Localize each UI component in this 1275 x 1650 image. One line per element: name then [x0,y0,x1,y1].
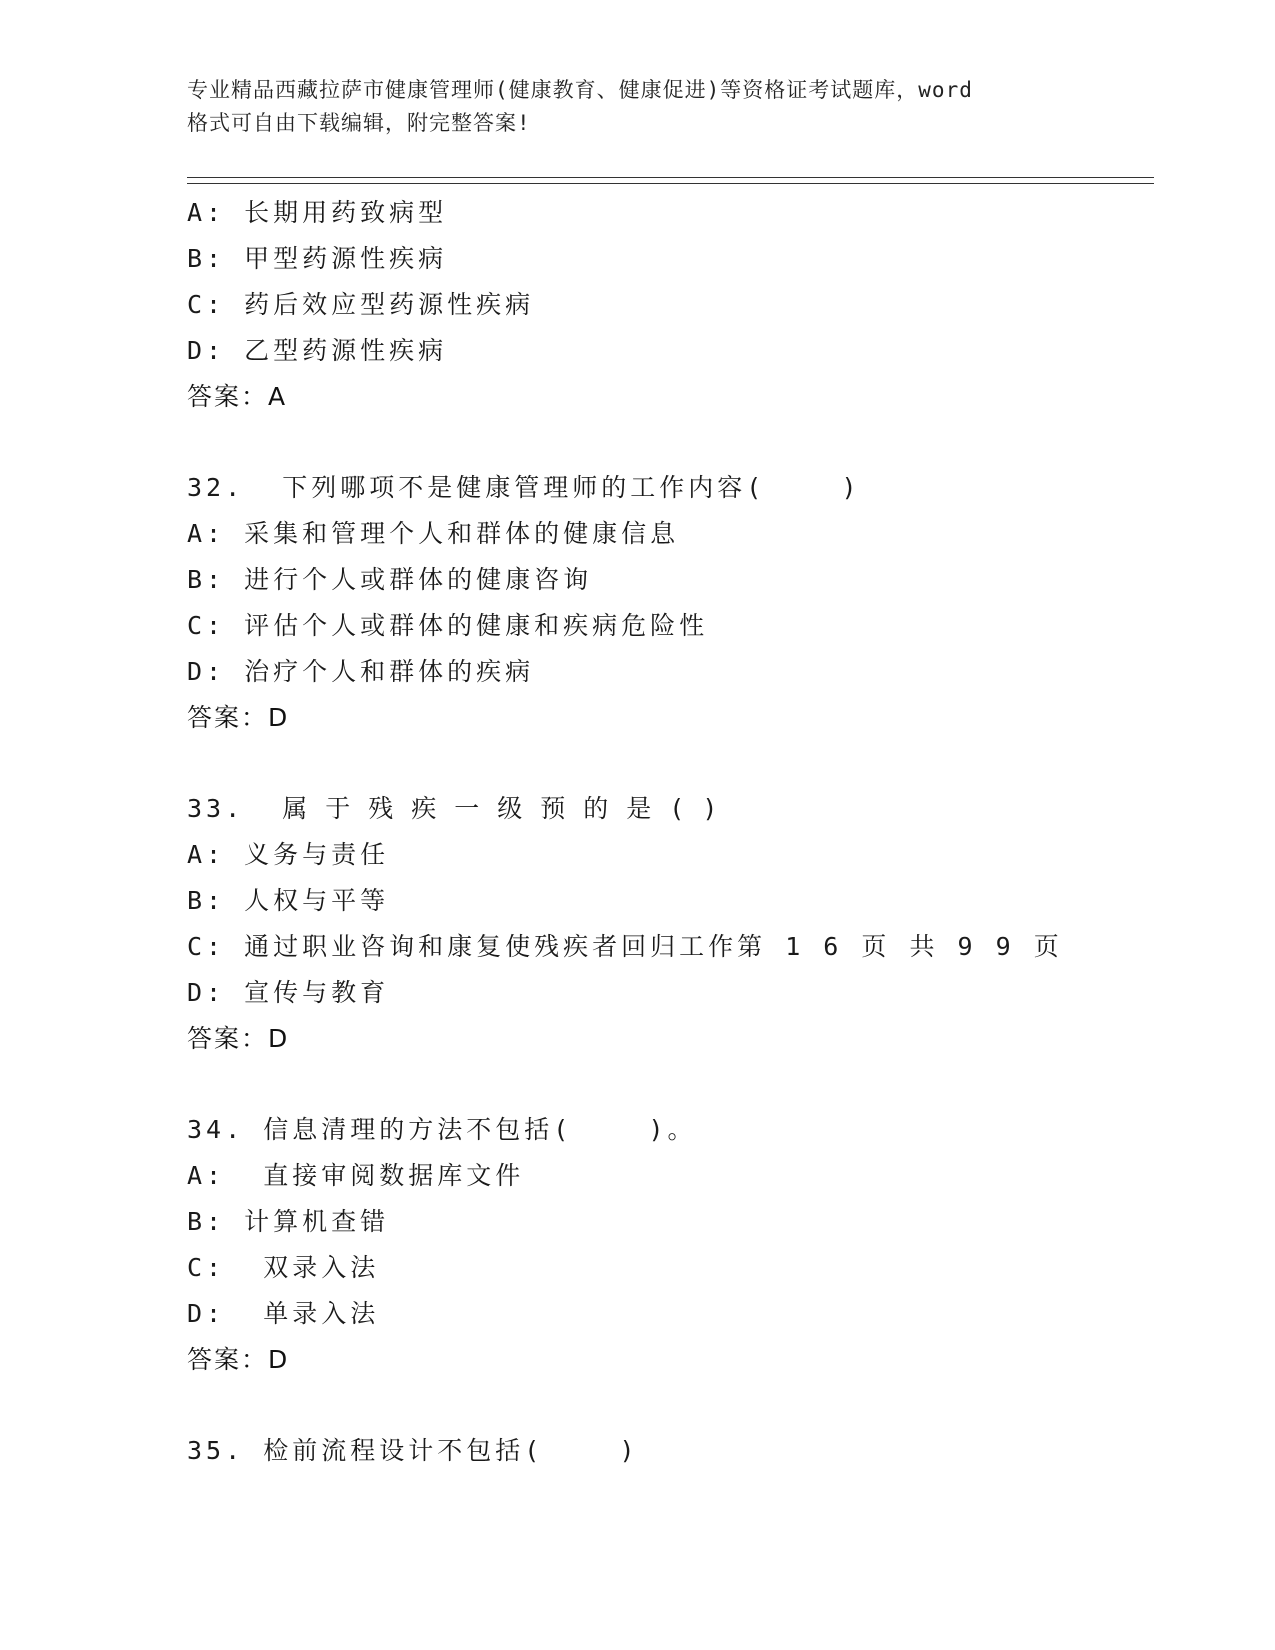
question-text: 32. 下列哪项不是健康管理师的工作内容( ) [187,473,861,502]
document-header [187,74,1087,140]
header-divider-bottom [187,183,1154,184]
option-b: B: 人权与平等 [187,886,390,915]
question-31 [187,190,1147,420]
option-b: B: 甲型药源性疾病 [187,244,448,273]
option-d: D: 乙型药源性疾病 [187,336,448,365]
option-a: A: 义务与责任 [187,840,390,869]
option-b: B: 进行个人或群体的健康咨询 [187,565,593,594]
question-body: 属于残疾一级预的是() [282,794,736,823]
spacer [187,1062,1147,1107]
option-d: D: 治疗个人和群体的疾病 [187,657,535,686]
option-d: D: 宣传与教育 [187,978,390,1007]
option-a: A: 采集和管理个人和群体的健康信息 [187,519,680,548]
header-divider-top [187,177,1154,178]
spacer [187,420,1147,465]
question-list [187,190,1147,1474]
option-c: C: 药后效应型药源性疾病 [187,290,535,319]
question-35 [187,1428,1147,1474]
header-line-1: 专业精品西藏拉萨市健康管理师(健康教育、健康促进)等资格证考试题库，word [187,78,973,102]
question-34 [187,1107,1147,1383]
answer-label: 答案：D [187,1024,290,1053]
question-text: 34. 信息清理的方法不包括( )。 [187,1115,697,1144]
option-c: C: 通过职业咨询和康复使残疾者回归工作第 1 6 页 共 9 9 页 [187,932,1063,961]
answer-label: 答案：A [187,382,288,411]
option-c: C: 评估个人或群体的健康和疾病危险性 [187,611,709,640]
option-c: C: 双录入法 [187,1253,380,1282]
header-line-2: 格式可自由下载编辑，附完整答案! [187,111,531,135]
answer-label: 答案：D [187,703,290,732]
question-text [187,786,1147,832]
question-32 [187,465,1147,741]
question-text: 35. 检前流程设计不包括( ) [187,1436,639,1465]
option-b: B: 计算机查错 [187,1207,390,1236]
question-number: 33. [187,794,283,823]
option-d: D: 单录入法 [187,1299,380,1328]
option-a: A: 长期用药致病型 [187,198,448,227]
question-33 [187,786,1147,1062]
option-a: A: 直接审阅数据库文件 [187,1161,525,1190]
spacer [187,741,1147,786]
answer-label: 答案：D [187,1345,290,1374]
spacer [187,1383,1147,1428]
